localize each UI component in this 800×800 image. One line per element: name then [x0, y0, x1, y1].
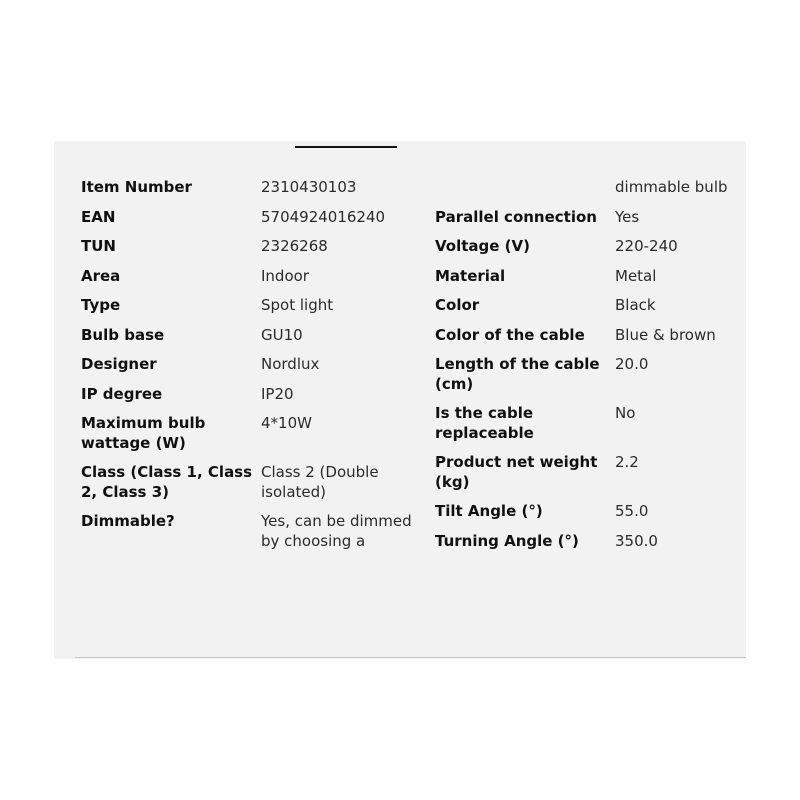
- spec-row-bulb-base: [81, 326, 421, 346]
- spec-value: Class 2 (Double isolated): [261, 463, 379, 501]
- spec-label: Area: [81, 266, 121, 285]
- spec-row-class: [81, 463, 421, 502]
- spec-row-cable-replaceable: [435, 404, 745, 443]
- spec-row-max-wattage: [81, 414, 421, 453]
- spec-label: Item Number: [81, 178, 192, 196]
- specs-column-left: [81, 178, 421, 561]
- spec-label: Class (Class 1, Class 2, Class 3): [81, 463, 253, 501]
- spec-value: 2326268: [261, 237, 328, 255]
- spec-value: 4*10W: [261, 414, 312, 432]
- spec-value: Spot light: [261, 296, 334, 314]
- spec-label: Product net weight (kg): [435, 453, 598, 491]
- spec-label: Turning Angle (°): [435, 531, 579, 550]
- spec-label: Bulb base: [81, 325, 165, 344]
- specs-column-right: [435, 178, 745, 561]
- spec-label: Maximum bulb wattage (W): [81, 414, 206, 452]
- spec-row-designer: [81, 355, 421, 375]
- spec-value: 2310430103: [261, 178, 357, 196]
- spec-value: 55.0: [615, 502, 649, 520]
- spec-row-parallel-connection: [435, 208, 745, 228]
- spec-value: 20.0: [615, 355, 649, 373]
- spec-label: Length of the cable (cm): [435, 355, 600, 393]
- spec-label: Color of the cable: [435, 325, 585, 344]
- spec-value: 2.2: [615, 453, 639, 471]
- spec-row-ip-degree: [81, 385, 421, 405]
- spec-row-color: [435, 296, 745, 316]
- spec-value: 350.0: [615, 531, 658, 550]
- spec-label: Dimmable?: [81, 512, 175, 530]
- spec-value: Yes, can be dimmed by choosing a: [261, 512, 412, 550]
- spec-row-ean: [81, 208, 421, 228]
- spec-row-area: [81, 267, 421, 287]
- spec-row-item-number: [81, 178, 421, 198]
- spec-value: Black: [615, 296, 656, 314]
- spec-row-cable-length: [435, 355, 745, 394]
- spec-value: IP20: [261, 384, 294, 403]
- spec-value: 5704924016240: [261, 207, 386, 226]
- spec-value: Yes: [615, 207, 640, 226]
- spec-value: GU10: [261, 325, 303, 344]
- spec-label: Tilt Angle (°): [435, 502, 543, 520]
- spec-label: EAN: [81, 207, 116, 226]
- active-tab-indicator: [295, 146, 397, 148]
- spec-value: No: [615, 404, 636, 422]
- spec-row-type: [81, 296, 421, 316]
- spec-value: Blue & brown: [615, 325, 716, 344]
- spec-row-dimmable-continued: [435, 178, 745, 198]
- spec-value: Indoor: [261, 266, 309, 285]
- spec-row-material: [435, 267, 745, 287]
- spec-label: Type: [81, 296, 121, 314]
- spec-value: Nordlux: [261, 355, 320, 373]
- spec-label: IP degree: [81, 384, 163, 403]
- spec-label: Is the cable replaceable: [435, 404, 534, 442]
- spec-row-net-weight: [435, 453, 745, 492]
- spec-value: dimmable bulb: [615, 178, 728, 196]
- spec-row-tun: [81, 237, 421, 257]
- spec-row-tilt-angle: [435, 502, 745, 522]
- spec-label: Designer: [81, 355, 157, 373]
- spec-label: TUN: [81, 237, 116, 255]
- spec-label: Color: [435, 296, 480, 314]
- spec-value: 220-240: [615, 237, 678, 255]
- spec-row-dimmable: [81, 512, 421, 551]
- spec-label: Voltage (V): [435, 237, 530, 255]
- spec-row-voltage: [435, 237, 745, 257]
- spec-value: Metal: [615, 266, 657, 285]
- spec-label: Parallel connection: [435, 207, 597, 226]
- spec-row-turning-angle: [435, 532, 745, 552]
- panel-divider: [75, 657, 746, 658]
- spec-label: Material: [435, 266, 506, 285]
- spec-row-cable-color: [435, 326, 745, 346]
